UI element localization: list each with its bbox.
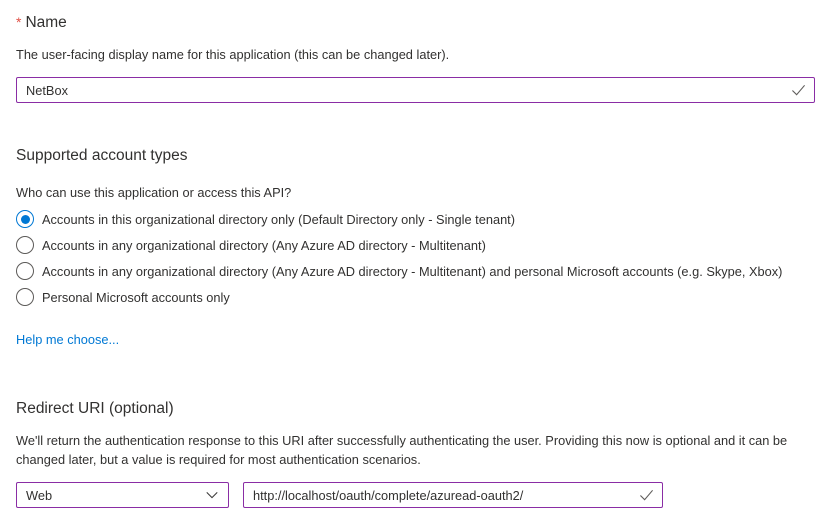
name-input-box (16, 77, 815, 103)
supported-account-types-section (16, 146, 813, 349)
redirect-uri-input[interactable] (244, 483, 662, 507)
name-description: The user-facing display name for this application (this can be changed later). (16, 47, 450, 62)
radio-option-multitenant[interactable] (16, 232, 813, 258)
radio-option-label: Accounts in this organizational directory only (Default Directory only - Single tenant) (42, 211, 515, 227)
valid-checkmark-icon (791, 83, 806, 98)
chevron-down-icon (205, 488, 219, 502)
valid-checkmark-icon (639, 488, 654, 503)
name-section (16, 12, 813, 103)
name-section-title (16, 12, 813, 33)
radio-unselected-icon[interactable] (16, 288, 34, 306)
redirect-uri-title: Redirect URI (optional) (16, 400, 174, 417)
account-type-radio-group (16, 206, 813, 310)
redirect-uri-row (16, 482, 813, 508)
radio-selected-icon[interactable] (16, 210, 34, 228)
account-types-question: Who can use this application or access this API? (16, 185, 292, 200)
account-types-title: Supported account types (16, 147, 188, 164)
radio-unselected-icon[interactable] (16, 262, 34, 280)
platform-select[interactable] (16, 482, 229, 508)
redirect-description-line2: changed later, but a value is required for most authentication scenarios. (16, 452, 421, 467)
redirect-description-line1: We'll return the authentication response to this URI after successfully authenticating the user. Providing this now is optional and it can be (16, 433, 788, 448)
radio-option-label: Personal Microsoft accounts only (42, 289, 230, 305)
radio-unselected-icon[interactable] (16, 236, 34, 254)
radio-option-multitenant-personal[interactable] (16, 258, 813, 284)
required-marker: * (16, 14, 22, 30)
name-title-text: Name (25, 14, 67, 31)
redirect-uri-section (16, 399, 813, 508)
redirect-uri-input-box (243, 482, 663, 508)
radio-option-single-tenant[interactable] (16, 206, 813, 232)
redirect-uri-description (16, 431, 813, 469)
radio-option-label: Accounts in any organizational directory (Any Azure AD directory - Multitenant) (42, 237, 486, 253)
radio-option-personal-only[interactable] (16, 284, 813, 310)
name-input[interactable] (17, 78, 814, 102)
platform-select-value: Web (26, 487, 53, 503)
help-me-choose-link[interactable]: Help me choose... (16, 332, 120, 347)
radio-option-label: Accounts in any organizational directory (Any Azure AD directory - Multitenant) and personal Microsoft accounts (e.g. Skype, Xbox) (42, 263, 783, 279)
